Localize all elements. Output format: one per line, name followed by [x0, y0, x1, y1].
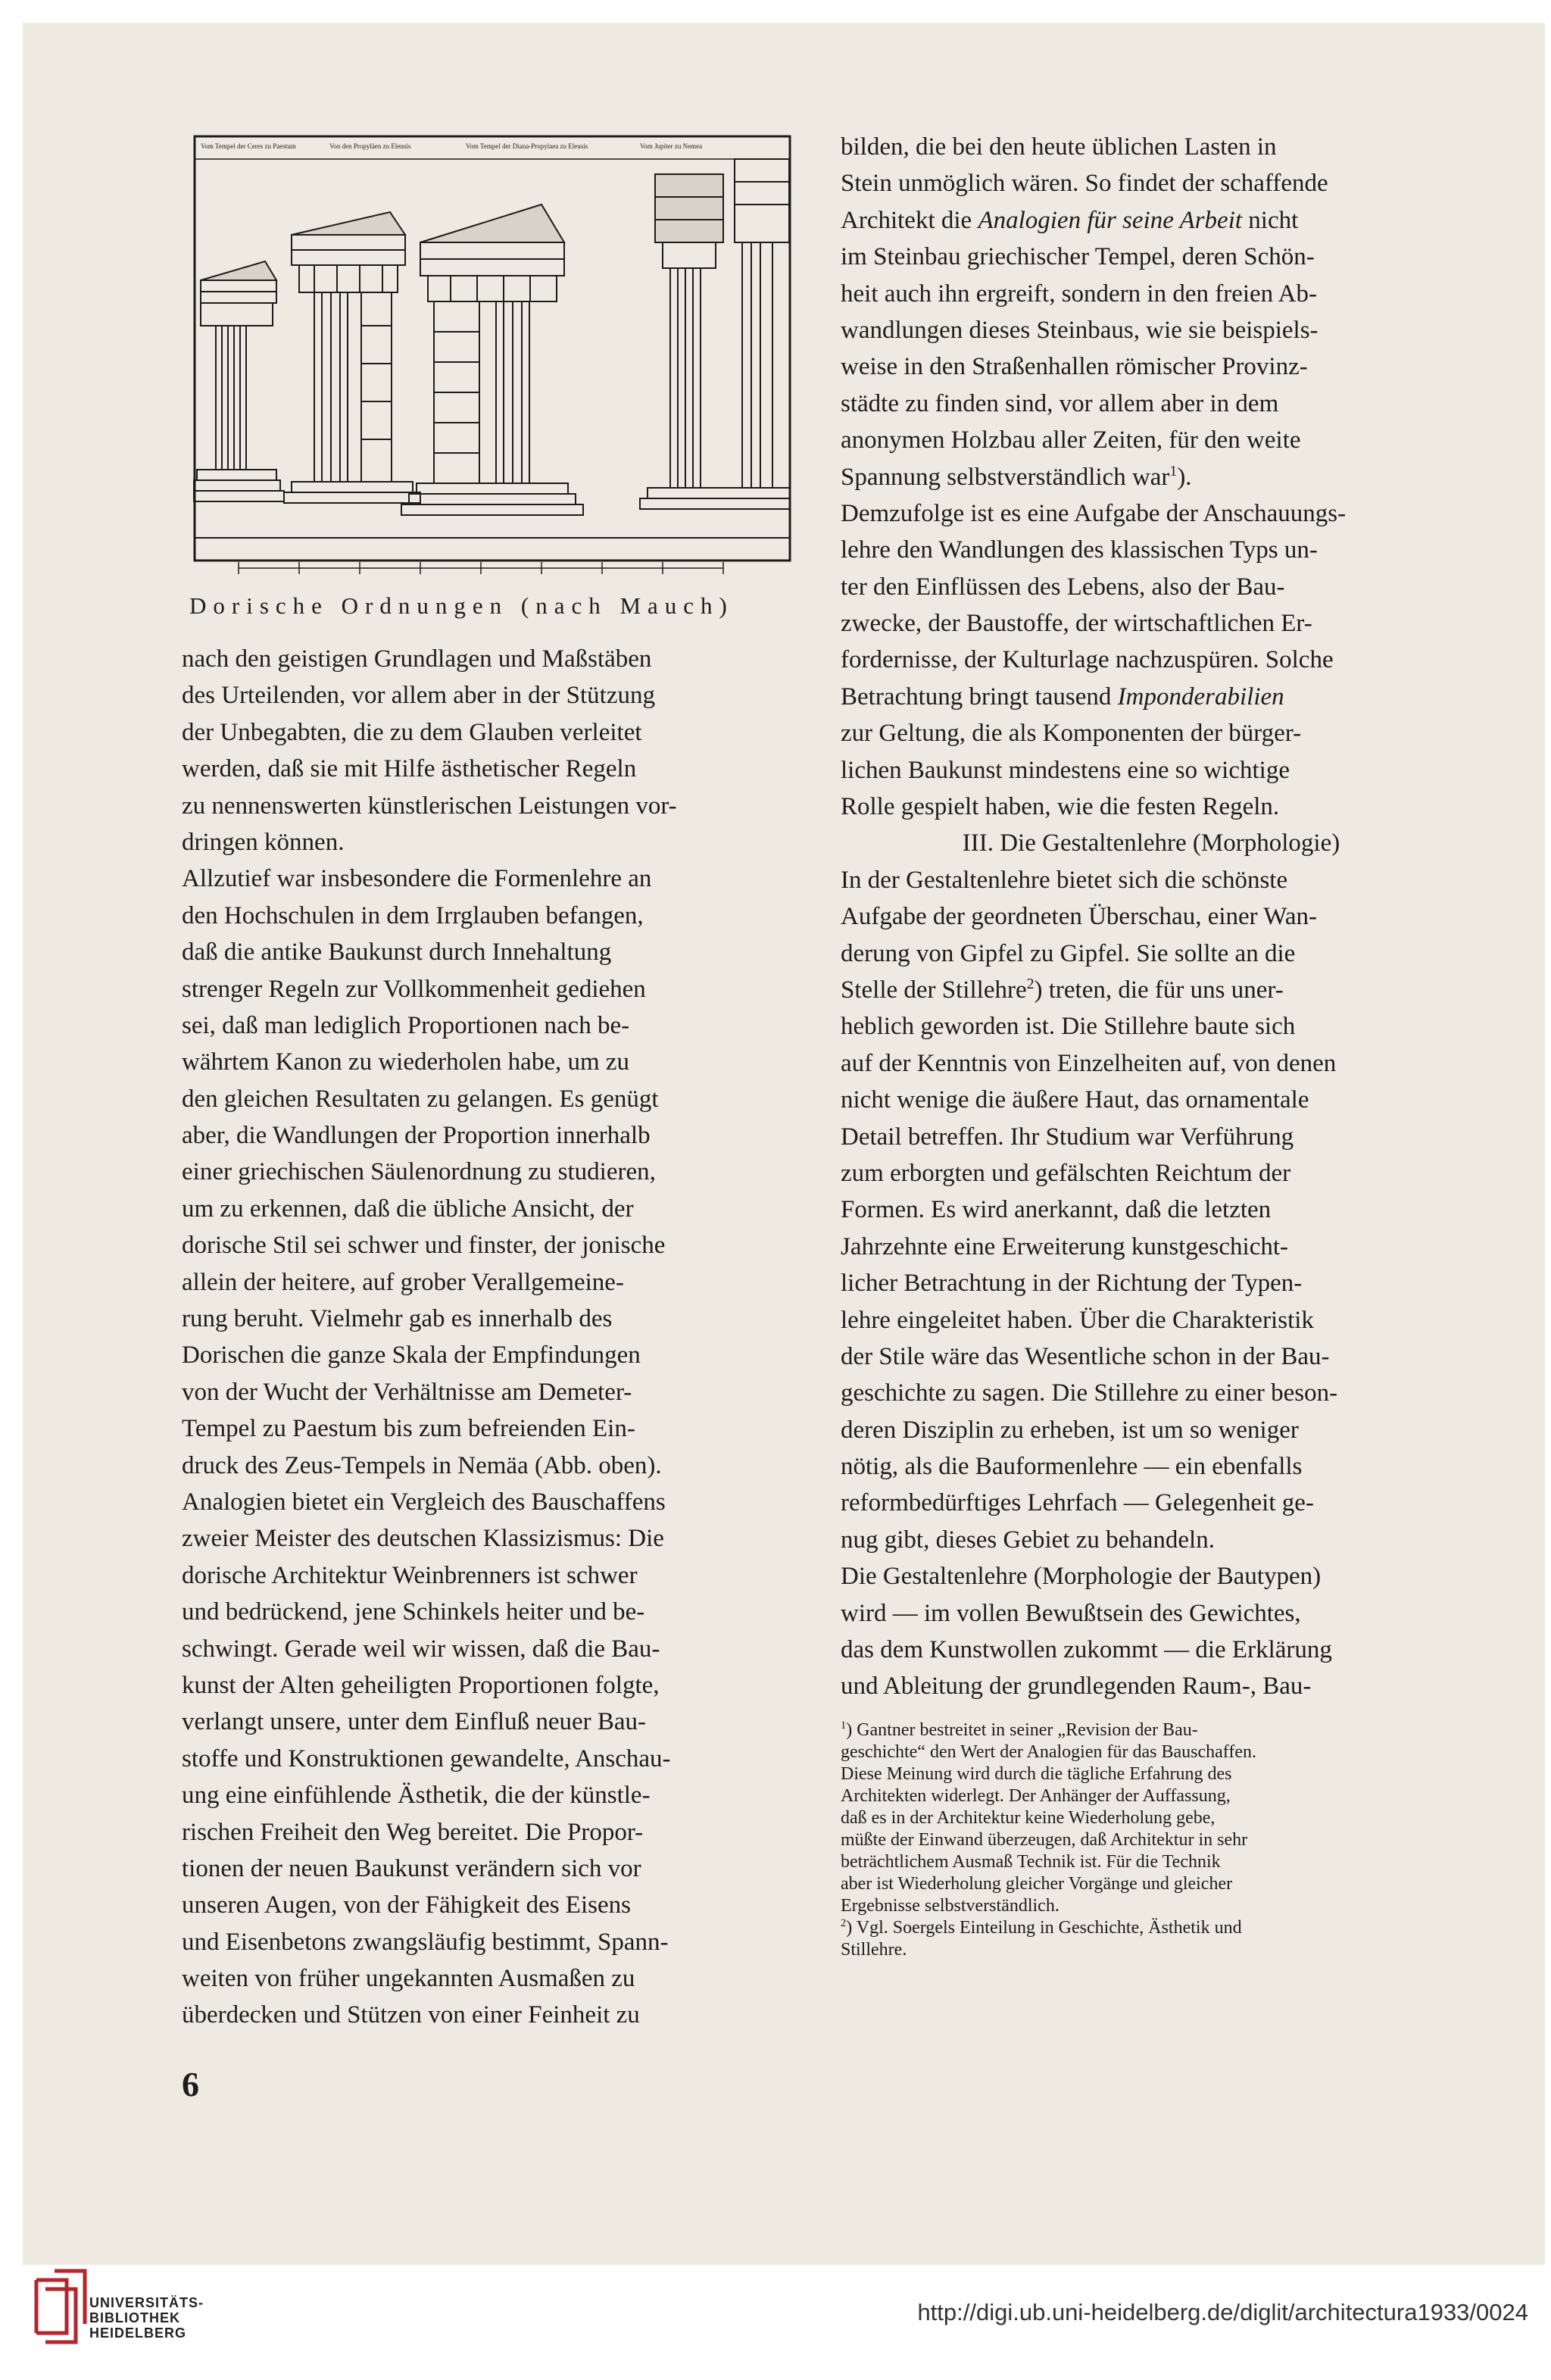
text-fragment: Architekt die — [841, 206, 978, 234]
text-line: dorische Stil sei schwer und finster, der jonische — [182, 1232, 666, 1260]
text-line: kunst der Alten geheiligten Proportionen folgte, — [182, 1671, 660, 1699]
text-line: einer griechischen Säulenordnung zu studieren, — [182, 1158, 656, 1186]
text-line: rischen Freiheit den Weg bereitet. Die Propor- — [182, 1818, 644, 1846]
text-line: strenger Regeln zur Vollkommenheit gediehen — [182, 975, 646, 1003]
source-url-link[interactable]: http://digi.ub.uni-heidelberg.de/diglit/architectura1933/0024 — [917, 2299, 1528, 2325]
right-column — [841, 129, 1462, 1705]
text-line: Analogien bietet ein Vergleich des Bauschaffens — [182, 1488, 666, 1516]
footnote-line: Architekten widerlegt. Der Anhänger der Auffassung, — [841, 1786, 1231, 1806]
library-name-line: UNIVERSITÄTS- — [89, 2295, 204, 2310]
text-line: Stein unmöglich wären. So findet der schaffende — [841, 170, 1328, 198]
text-line: zum erborgten und gefälschten Reichtum der — [841, 1159, 1291, 1187]
text-line: Allzutief war insbesondere die Formenlehre an — [182, 865, 652, 893]
library-logo-icon — [29, 2265, 97, 2348]
text-line: überdecken und Stützen von einer Feinheit zu — [182, 2001, 640, 2029]
temple-label-4: Vom Jupiter zu Nemea — [640, 142, 703, 150]
figure-caption: Dorische Ordnungen (nach Mauch) — [189, 592, 734, 619]
text-line: heblich geworden ist. Die Stillehre baute sich — [841, 1013, 1296, 1041]
text-line: verlangt unsere, unter dem Einfluß neuer Bau- — [182, 1708, 647, 1736]
text-fragment: Betrachtung bringt tausend — [841, 682, 1118, 711]
footnote-line: Ergebnisse selbstverständlich. — [841, 1896, 1059, 1916]
temple-label-2: Von den Propyläen zu Eleusis — [329, 142, 411, 150]
text-line: allein der heitere, auf grober Verallgemeine- — [182, 1268, 624, 1296]
library-name-line: BIBLIOTHEK — [89, 2310, 180, 2325]
library-name-line: HEIDELBERG — [89, 2325, 187, 2341]
text-fragment: Spannung selbstverständlich war — [841, 463, 1170, 491]
text-line: schwingt. Gerade weil wir wissen, daß die Bau- — [182, 1635, 660, 1663]
text-line: ter den Einflüssen des Lebens, also der Bau- — [841, 573, 1285, 601]
text-line: Detail betreffen. Ihr Studium war Verführung — [841, 1123, 1294, 1151]
text-line: bilden, die bei den heute üblichen Lasten in — [841, 133, 1277, 161]
text-line: reformbedürftiges Lehrfach — Gelegenheit ge- — [841, 1489, 1314, 1517]
text-line: zwecke, der Baustoffe, der wirtschaftlichen Er- — [841, 610, 1312, 638]
text-line: im Steinbau griechischer Tempel, deren Schön- — [841, 243, 1315, 271]
text-line: nötig, als die Bauformenlehre — ein ebenfalls — [841, 1453, 1303, 1481]
text-line: wird — im vollen Bewußtsein des Gewichtes, — [841, 1599, 1301, 1627]
text-line: lichen Baukunst mindestens eine so wichtige — [841, 756, 1290, 784]
text-line: weise in den Straßenhallen römischer Provinz- — [841, 353, 1308, 381]
footnote-line: aber ist Wiederholung gleicher Vorgänge und gleicher — [841, 1874, 1233, 1894]
text-line: zweier Meister des deutschen Klassizismus: Die — [182, 1525, 664, 1553]
text-line: zu nennenswerten künstlerischen Leistungen vor- — [182, 792, 677, 820]
text-line: anonymen Holzbau aller Zeiten, für den weite — [841, 426, 1301, 454]
text-line: In der Gestaltenlehre bietet sich die schönste — [841, 866, 1288, 894]
text-fragment: ) treten, die für uns uner- — [1034, 976, 1284, 1004]
text-line: nach den geistigen Grundlagen und Maßstäben — [182, 645, 652, 673]
text-line: dorische Architektur Weinbrenners ist schwer — [182, 1561, 638, 1589]
text-line: Dorischen die ganze Skala der Empfindungen — [182, 1341, 641, 1370]
text-line: um zu erkennen, daß die übliche Ansicht, der — [182, 1195, 634, 1223]
text-line: der Unbegabten, die zu dem Glauben verleitet — [182, 718, 642, 746]
footnote-mark-1: 1 — [841, 1719, 847, 1732]
text-line: stoffe und Konstruktionen gewandelte, Anschau- — [182, 1744, 671, 1773]
text-line: auf der Kenntnis von Einzelheiten auf, von denen — [841, 1049, 1337, 1077]
footnote-mark-2: 2 — [841, 1917, 847, 1929]
text-line: licher Betrachtung in der Richtung der Typen- — [841, 1270, 1303, 1298]
text-line: das dem Kunstwollen zukommt — die Erklärung — [841, 1636, 1332, 1664]
text-line — [841, 972, 1462, 1008]
text-line: Formen. Es wird anerkannt, daß die letzten — [841, 1196, 1272, 1224]
text-line: währtem Kanon zu wiederholen habe, um zu — [182, 1048, 630, 1076]
text-line: daß die antike Baukunst durch Innehaltung — [182, 939, 612, 967]
text-line: aber, die Wandlungen der Proportion innerhalb — [182, 1122, 651, 1150]
footnote-line — [841, 1917, 1462, 1939]
text-fragment: ) Gantner bestreitet in seiner „Revision der Bau- — [846, 1720, 1198, 1740]
text-line: Jahrzehnte eine Erweiterung kunstgeschicht- — [841, 1232, 1289, 1260]
text-fragment: ). — [1177, 463, 1192, 491]
page-number: 6 — [182, 2065, 199, 2104]
text-line: den Hochschulen in dem Irrglauben befangen, — [182, 901, 644, 929]
text-line: geschichte zu sagen. Die Stillehre zu einer beson- — [841, 1379, 1338, 1407]
text-line: Rolle gespielt haben, wie die festen Regeln. — [841, 793, 1280, 821]
footnote-line: müßte der Einwand überzeugen, daß Architektur in sehr — [841, 1830, 1248, 1850]
text-line: nicht wenige die äußere Haut, das ornamentale — [841, 1086, 1309, 1114]
text-line — [841, 202, 1462, 239]
text-line: den gleichen Resultaten zu gelangen. Es genügt — [182, 1085, 659, 1113]
text-line: tionen der neuen Baukunst verändern sich vor — [182, 1854, 641, 1882]
text-line: Aufgabe der geordneten Überschau, einer Wan- — [841, 903, 1317, 931]
text-line: lehre eingeleitet haben. Über die Charakteristik — [841, 1306, 1314, 1334]
text-line: von der Wucht der Verhältnisse am Demeter- — [182, 1378, 632, 1406]
text-line — [841, 459, 1462, 495]
footnote-line: daß es in der Architektur keine Wiederholung gebe, — [841, 1808, 1216, 1828]
text-line: Demzufolge ist es eine Aufgabe der Anschauungs- — [841, 499, 1347, 527]
text-line: werden, daß sie mit Hilfe ästhetischer Regeln — [182, 755, 637, 783]
text-line: fordernisse, der Kulturlage nachzuspüren. Solche — [841, 646, 1334, 674]
text-line: und Eisenbetons zwangsläufig bestimmt, Spann- — [182, 1928, 669, 1956]
text-line: unseren Augen, von der Fähigkeit des Eisens — [182, 1891, 631, 1919]
text-line: dringen können. — [182, 828, 345, 856]
footnote-ref-2: 2 — [1026, 975, 1035, 992]
footnote-line: beträchtlichem Ausmaß Technik ist. Für die Technik — [841, 1852, 1221, 1872]
text-line: nug gibt, dieses Gebiet zu behandeln. — [841, 1526, 1215, 1554]
temple-label-1: Vom Tempel der Ceres zu Paestum — [201, 142, 296, 150]
text-line: heit auch ihn ergreift, sondern in den freien Ab- — [841, 280, 1317, 308]
text-line — [841, 679, 1462, 715]
text-line: weiten von früher ungekannten Ausmaßen zu — [182, 1965, 635, 1993]
text-line: deren Disziplin zu erheben, ist um so weniger — [841, 1416, 1299, 1444]
text-line: rung beruht. Vielmehr gab es innerhalb des — [182, 1305, 613, 1333]
text-line: zur Geltung, die als Komponenten der bürger- — [841, 720, 1302, 748]
emphasis: Imponderabilien — [1117, 682, 1284, 711]
text-line: des Urteilenden, vor allem aber in der Stützung — [182, 682, 655, 710]
text-line: und Ableitung der grundlegenden Raum-, Bau- — [841, 1673, 1312, 1701]
footnotes — [841, 1719, 1462, 1961]
temple-label-3: Vom Tempel der Diana-Propylaea zu Eleusis — [466, 142, 588, 150]
footnote-line: geschichte“ den Wert der Analogien für das Bauschaffen. — [841, 1742, 1256, 1762]
section-heading: III. Die Gestaltenlehre (Morphologie) — [962, 829, 1340, 857]
text-line: ung eine einfühlende Ästhetik, die der künstle- — [182, 1782, 651, 1810]
text-line: Tempel zu Paestum bis zum befreienden Ein- — [182, 1415, 635, 1443]
library-name — [89, 2295, 204, 2341]
text-line: sei, daß man lediglich Proportionen nach be- — [182, 1011, 630, 1039]
text-fragment: nicht — [1242, 206, 1299, 234]
text-line: der Stile wäre das Wesentliche schon in der Bau- — [841, 1342, 1330, 1370]
text-fragment: ) Vgl. Soergels Einteilung in Geschichte, Ästhetik und — [846, 1918, 1242, 1938]
text-line: wandlungen dieses Steinbaus, wie sie beispiels- — [841, 316, 1319, 344]
emphasis: Analogien für seine Arbeit — [978, 206, 1243, 234]
footnote-ref-1: 1 — [1169, 462, 1178, 479]
footnote-line — [841, 1719, 1462, 1741]
text-line: derung von Gipfel zu Gipfel. Sie sollte an die — [841, 939, 1296, 967]
text-line: lehre den Wandlungen des klassischen Typs un- — [841, 536, 1318, 564]
left-column — [182, 641, 803, 2034]
footnote-line: Diese Meinung wird durch die tägliche Erfahrung des — [841, 1764, 1232, 1784]
text-line: druck des Zeus-Tempels in Nemäa (Abb. oben). — [182, 1451, 662, 1479]
text-fragment: Stelle der Stillehre — [841, 976, 1027, 1004]
text-line: und bedrückend, jene Schinkels heiter und be- — [182, 1598, 645, 1626]
doric-orders-figure — [193, 129, 791, 577]
text-line: städte zu finden sind, vor allem aber in dem — [841, 389, 1279, 417]
text-line: Die Gestaltenlehre (Morphologie der Bautypen) — [841, 1563, 1322, 1591]
footnote-line: Stillehre. — [841, 1940, 907, 1960]
